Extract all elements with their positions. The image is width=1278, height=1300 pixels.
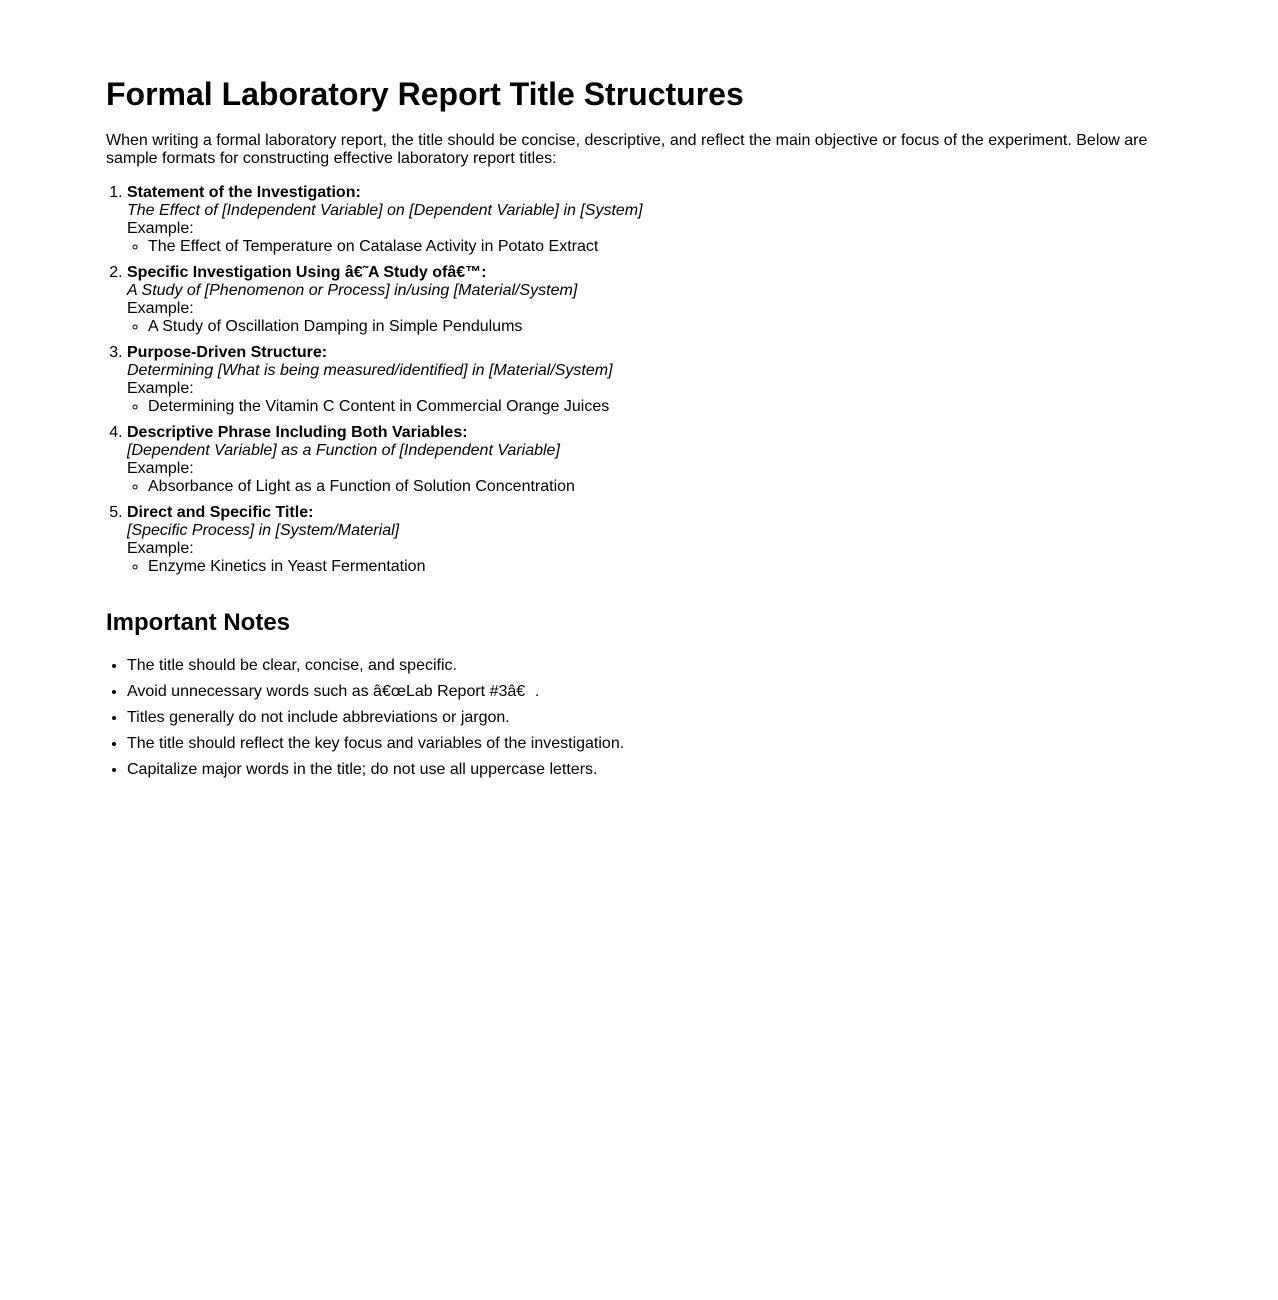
note-item: • The title should reflect the key focus and variables of the investigation. (127, 735, 1168, 753)
structure-heading: 1. Statement of the Investigation: (127, 184, 361, 201)
structure-format: Determining [What is being measured/identified] in [Material/System] (127, 362, 613, 379)
notes-heading: Important Notes (106, 609, 291, 636)
note-item: • Capitalize major words in the title; do not use all uppercase letters. (127, 761, 1168, 779)
note-item: • Avoid unnecessary words such as â€œLab Report #3â€. (127, 683, 1168, 701)
structure-format: The Effect of [Independent Variable] on [Dependent Variable] in [System] (127, 202, 643, 219)
structure-format: A Study of [Phenomenon or Process] in/using [Material/System] (127, 282, 578, 299)
structure-item (127, 184, 1168, 256)
example-list (127, 318, 1168, 336)
structure-heading: 3. Purpose-Driven Structure: (127, 344, 328, 361)
structure-item (127, 504, 1168, 576)
example-list (127, 398, 1168, 416)
structure-format: [Dependent Variable] as a Function of [Independent Variable] (127, 442, 560, 459)
example-item: ◦ The Effect of Temperature on Catalase Activity in Potato Extract (148, 238, 1168, 256)
notes-list (106, 657, 1168, 779)
note-item: • Titles generally do not include abbreviations or jargon. (127, 709, 1168, 727)
example-list (127, 478, 1168, 496)
example-label: Example: (127, 540, 194, 557)
example-item: ◦ Determining the Vitamin C Content in Commercial Orange Juices (148, 398, 1168, 416)
structure-heading: 2. Specific Investigation Using â€˜A Study ofâ€™: (127, 264, 487, 281)
structure-item (127, 424, 1168, 496)
example-label: Example: (127, 300, 194, 317)
example-item: ◦ Enzyme Kinetics in Yeast Fermentation (148, 558, 1168, 576)
example-list (127, 238, 1168, 256)
note-item: • The title should be clear, concise, and specific. (127, 657, 1168, 675)
example-item: ◦ Absorbance of Light as a Function of Solution Concentration (148, 478, 1168, 496)
intro-paragraph: When writing a formal laboratory report, the title should be concise, descriptive, and reflect the main objective or focus of the experiment. Below are sample formats for constructing effective laboratory report titles: (106, 132, 1148, 167)
example-list (127, 558, 1168, 576)
structure-heading: 5. Direct and Specific Title: (127, 504, 314, 521)
example-item: ◦ A Study of Oscillation Damping in Simple Pendulums (148, 318, 1168, 336)
title-structures-list (106, 184, 1168, 576)
example-label: Example: (127, 220, 194, 237)
example-label: Example: (127, 380, 194, 397)
structure-item (127, 264, 1168, 336)
example-label: Example: (127, 460, 194, 477)
page-title: Formal Laboratory Report Title Structures (106, 76, 744, 112)
structure-format: [Specific Process] in [System/Material] (127, 522, 400, 539)
structure-heading: 4. Descriptive Phrase Including Both Variables: (127, 424, 468, 441)
structure-item (127, 344, 1168, 416)
